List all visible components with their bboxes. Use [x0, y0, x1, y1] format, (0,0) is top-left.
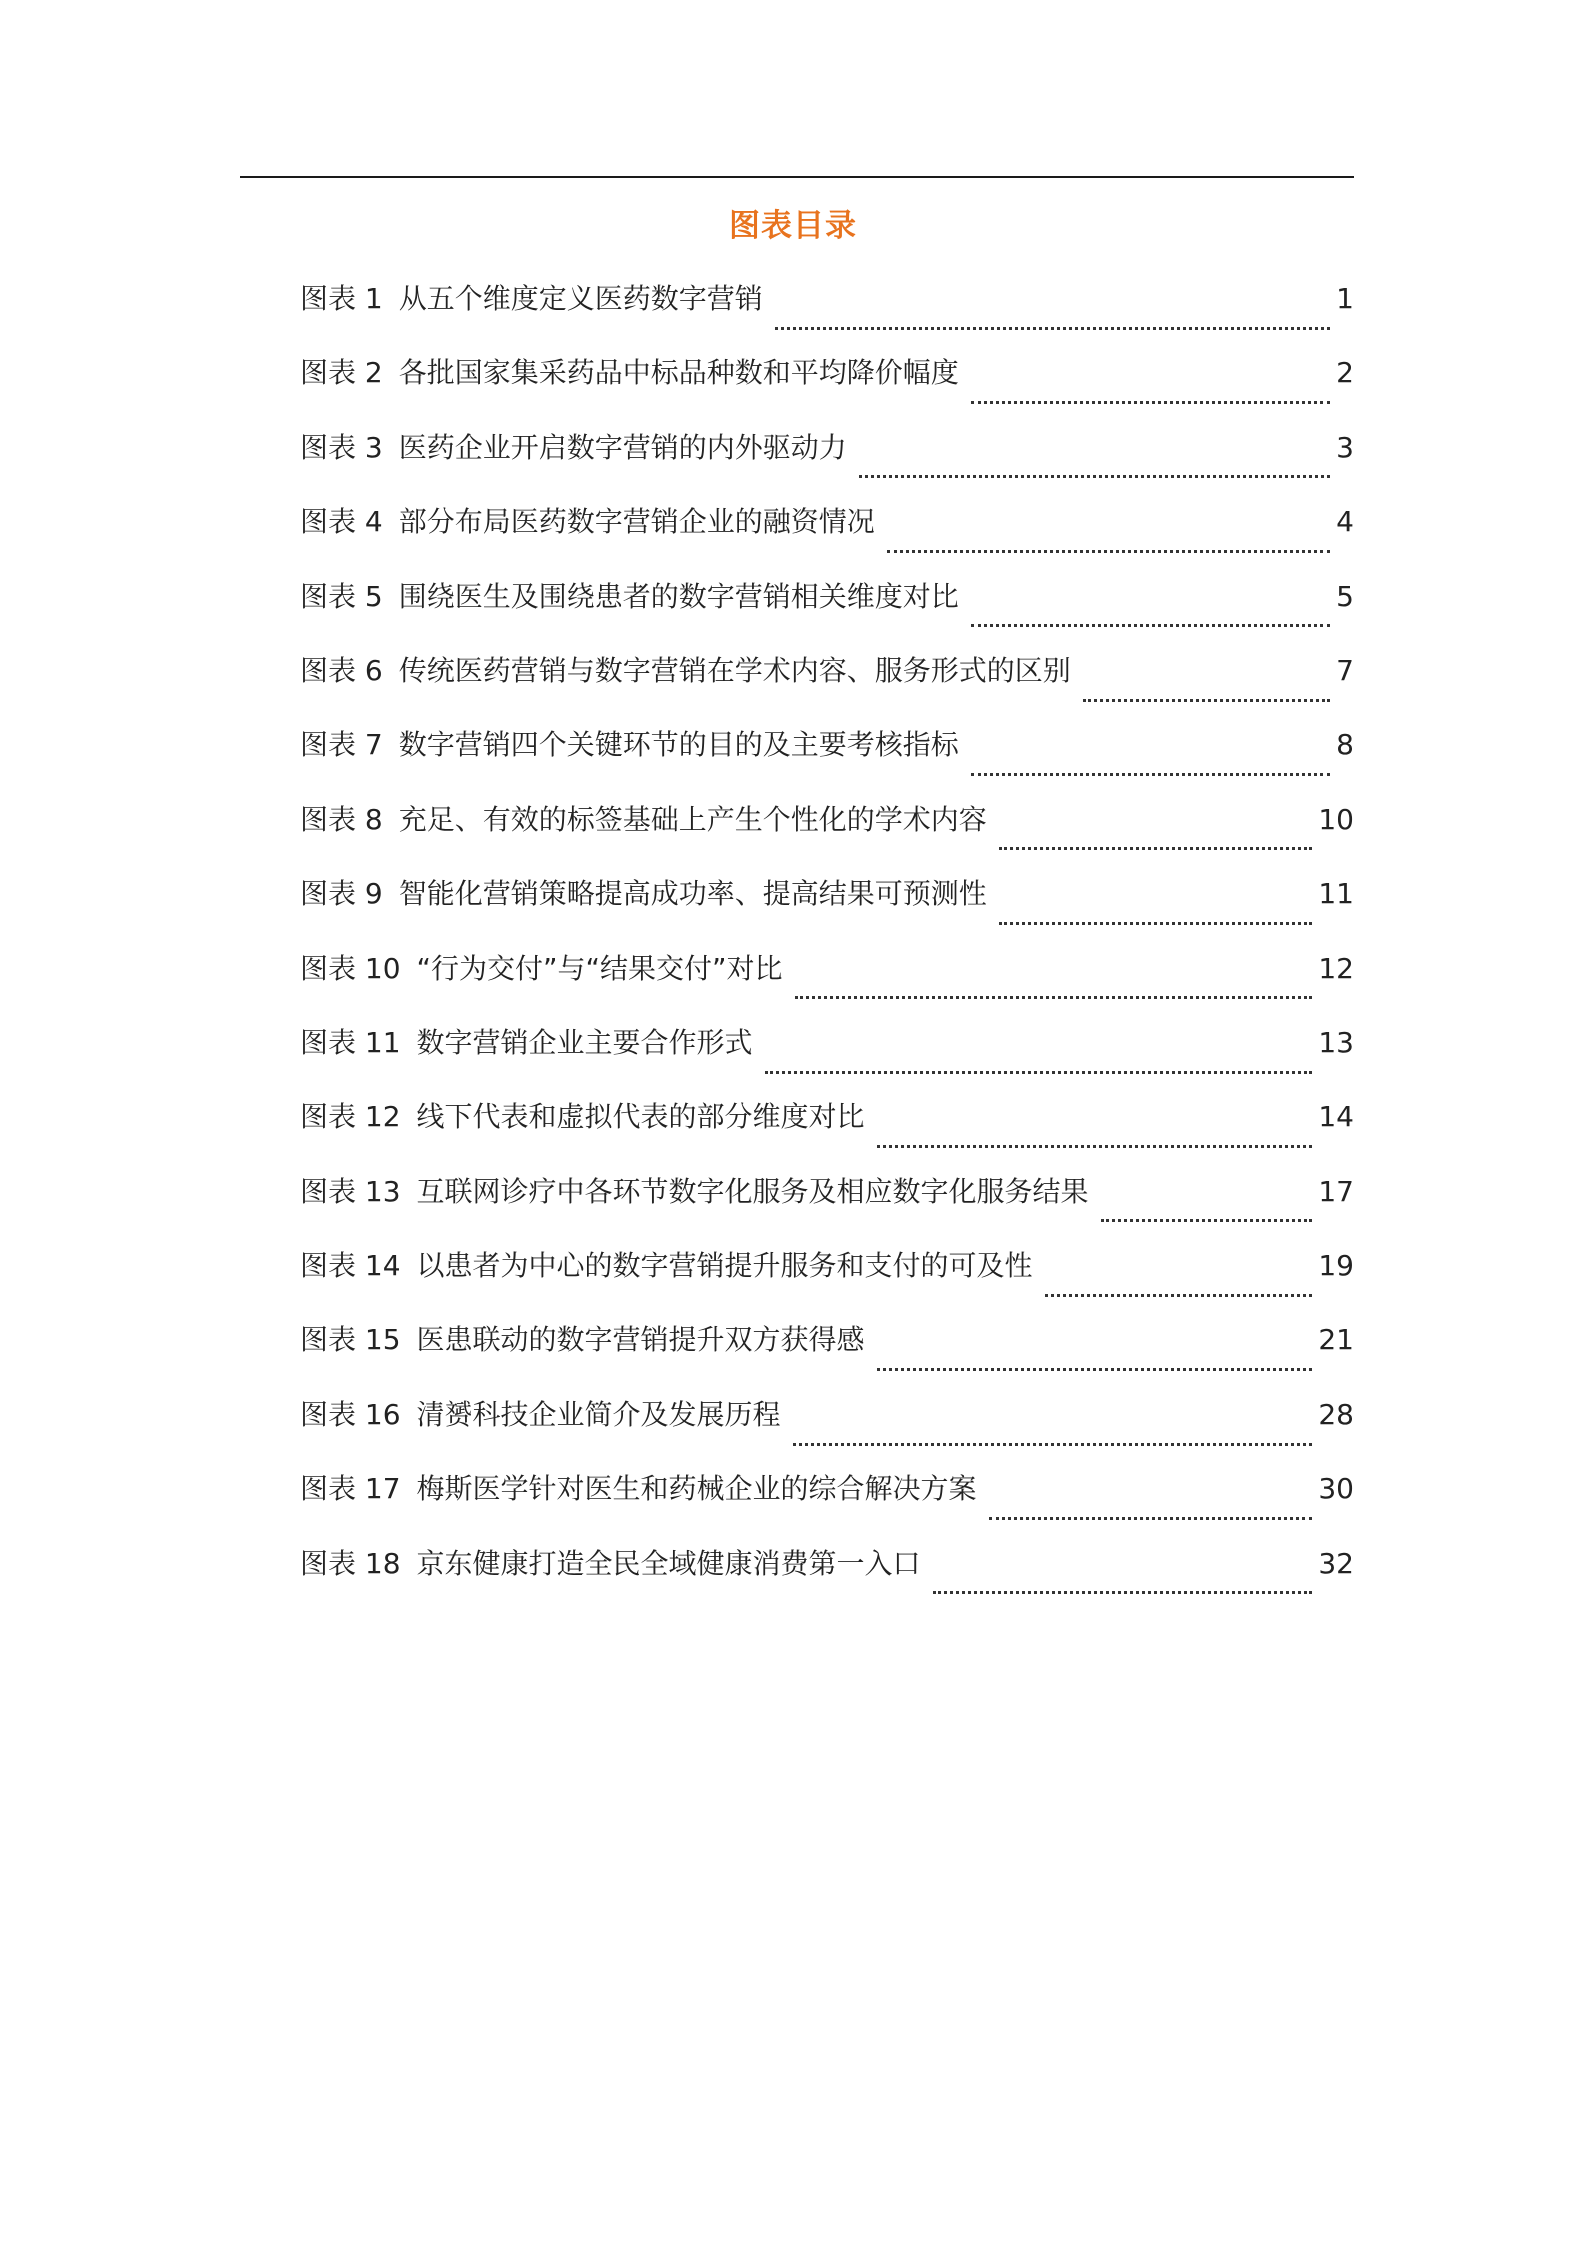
toc-entry-label: 图表 16	[300, 1397, 401, 1431]
toc-entry-page-number: 8	[1336, 728, 1354, 762]
toc-entry-page-number: 32	[1318, 1546, 1354, 1580]
toc-entry-page-number: 11	[1318, 877, 1354, 911]
toc-entry[interactable]	[300, 872, 1354, 946]
toc-dot-leader	[793, 1415, 1313, 1446]
toc-entry-page-number: 17	[1318, 1174, 1354, 1208]
header-rule	[240, 176, 1354, 178]
toc-dot-leader	[989, 1489, 1313, 1520]
toc-entry[interactable]	[300, 575, 1354, 649]
toc-entry-label: 图表 9	[300, 877, 383, 911]
toc-entry-page-number: 4	[1336, 505, 1354, 539]
toc-entry-label: 图表 14	[300, 1249, 401, 1283]
toc-entry[interactable]	[300, 1021, 1354, 1095]
toc-dot-leader	[859, 447, 1330, 478]
toc-entry-title: 部分布局医药数字营销企业的融资情况	[398, 505, 875, 539]
toc-entry-title: 医患联动的数字营销提升双方获得感	[416, 1323, 865, 1357]
toc-entry-page-number: 1	[1336, 282, 1354, 315]
toc-entry-page-number: 21	[1318, 1323, 1354, 1357]
toc-entry-label: 图表 15	[300, 1323, 401, 1357]
toc-entry[interactable]	[300, 426, 1354, 500]
toc-entry-title: 数字营销企业主要合作形式	[416, 1025, 753, 1059]
toc-entry-label: 图表 2	[300, 356, 383, 390]
toc-dot-leader	[1083, 671, 1330, 702]
toc-entry[interactable]	[300, 1244, 1354, 1318]
toc-entry[interactable]	[300, 351, 1354, 425]
toc-entry[interactable]	[300, 1393, 1354, 1467]
figure-toc-list	[300, 277, 1354, 1616]
page-title: 图表目录	[729, 208, 857, 244]
toc-entry-label: 图表 8	[300, 802, 383, 836]
toc-entry-label: 图表 5	[300, 579, 383, 613]
toc-dot-leader	[999, 819, 1313, 850]
toc-entry-page-number: 19	[1318, 1249, 1354, 1283]
toc-entry[interactable]	[300, 1318, 1354, 1392]
toc-entry-title: 清赟科技企业简介及发展历程	[416, 1397, 781, 1431]
toc-entry-page-number: 30	[1318, 1472, 1354, 1506]
toc-entry[interactable]	[300, 1467, 1354, 1541]
toc-entry-label: 图表 17	[300, 1472, 401, 1506]
toc-entry-label: 图表 6	[300, 653, 383, 687]
toc-entry[interactable]	[300, 649, 1354, 723]
toc-entry-title: 线下代表和虚拟代表的部分维度对比	[416, 1100, 865, 1134]
toc-dot-leader	[971, 596, 1330, 627]
toc-entry-page-number: 10	[1318, 802, 1354, 836]
toc-dot-leader	[877, 1117, 1313, 1148]
toc-entry-title: 京东健康打造全民全域健康消费第一入口	[416, 1546, 921, 1580]
toc-entry-page-number: 14	[1318, 1100, 1354, 1134]
toc-entry-title: 传统医药营销与数字营销在学术内容、服务形式的区别	[398, 653, 1071, 687]
toc-entry-page-number: 3	[1336, 430, 1354, 464]
toc-entry-title: “行为交付”与“结果交付”对比	[416, 951, 783, 985]
toc-dot-leader	[933, 1563, 1313, 1594]
toc-entry-title: 各批国家集采药品中标品种数和平均降价幅度	[398, 356, 959, 390]
toc-entry-title: 围绕医生及围绕患者的数字营销相关维度对比	[398, 579, 959, 613]
toc-entry[interactable]	[300, 500, 1354, 574]
toc-dot-leader	[999, 894, 1313, 925]
toc-entry-label: 图表 3	[300, 430, 383, 464]
toc-entry-label: 图表 1	[300, 282, 383, 315]
toc-dot-leader	[971, 373, 1330, 404]
toc-dot-leader	[1101, 1191, 1313, 1222]
toc-entry-label: 图表 12	[300, 1100, 401, 1134]
toc-entry[interactable]	[300, 798, 1354, 872]
toc-entry-label: 图表 11	[300, 1025, 401, 1059]
toc-entry-label: 图表 13	[300, 1174, 401, 1208]
toc-entry-title: 数字营销四个关键环节的目的及主要考核指标	[398, 728, 959, 762]
toc-entry-label: 图表 7	[300, 728, 383, 762]
toc-entry[interactable]	[300, 1095, 1354, 1169]
toc-entry-label: 图表 10	[300, 951, 401, 985]
toc-entry-page-number: 13	[1318, 1025, 1354, 1059]
toc-dot-leader	[775, 299, 1330, 330]
toc-entry-title: 充足、有效的标签基础上产生个性化的学术内容	[398, 802, 987, 836]
toc-entry-title: 以患者为中心的数字营销提升服务和支付的可及性	[416, 1249, 1033, 1283]
toc-dot-leader	[765, 1043, 1313, 1074]
toc-entry-label: 图表 4	[300, 505, 383, 539]
toc-entry-title: 智能化营销策略提高成功率、提高结果可预测性	[398, 877, 987, 911]
toc-dot-leader	[887, 522, 1330, 553]
toc-entry[interactable]	[300, 1170, 1354, 1244]
toc-entry-label: 图表 18	[300, 1546, 401, 1580]
toc-entry[interactable]	[300, 277, 1354, 351]
toc-entry[interactable]	[300, 947, 1354, 1021]
toc-entry-title: 梅斯医学针对医生和药械企业的综合解决方案	[416, 1472, 977, 1506]
toc-dot-leader	[877, 1340, 1313, 1371]
toc-entry-page-number: 12	[1318, 951, 1354, 985]
toc-entry-title: 互联网诊疗中各环节数字化服务及相应数字化服务结果	[416, 1174, 1089, 1208]
toc-entry[interactable]	[300, 723, 1354, 797]
toc-entry-page-number: 5	[1336, 579, 1354, 613]
toc-entry-page-number: 2	[1336, 356, 1354, 390]
toc-entry-page-number: 28	[1318, 1397, 1354, 1431]
toc-dot-leader	[1045, 1266, 1313, 1297]
toc-dot-leader	[795, 968, 1313, 999]
toc-entry-page-number: 7	[1336, 653, 1354, 687]
toc-entry-title: 从五个维度定义医药数字营销	[398, 282, 763, 315]
toc-dot-leader	[971, 745, 1330, 776]
toc-entry-title: 医药企业开启数字营销的内外驱动力	[398, 430, 847, 464]
toc-entry[interactable]	[300, 1542, 1354, 1616]
